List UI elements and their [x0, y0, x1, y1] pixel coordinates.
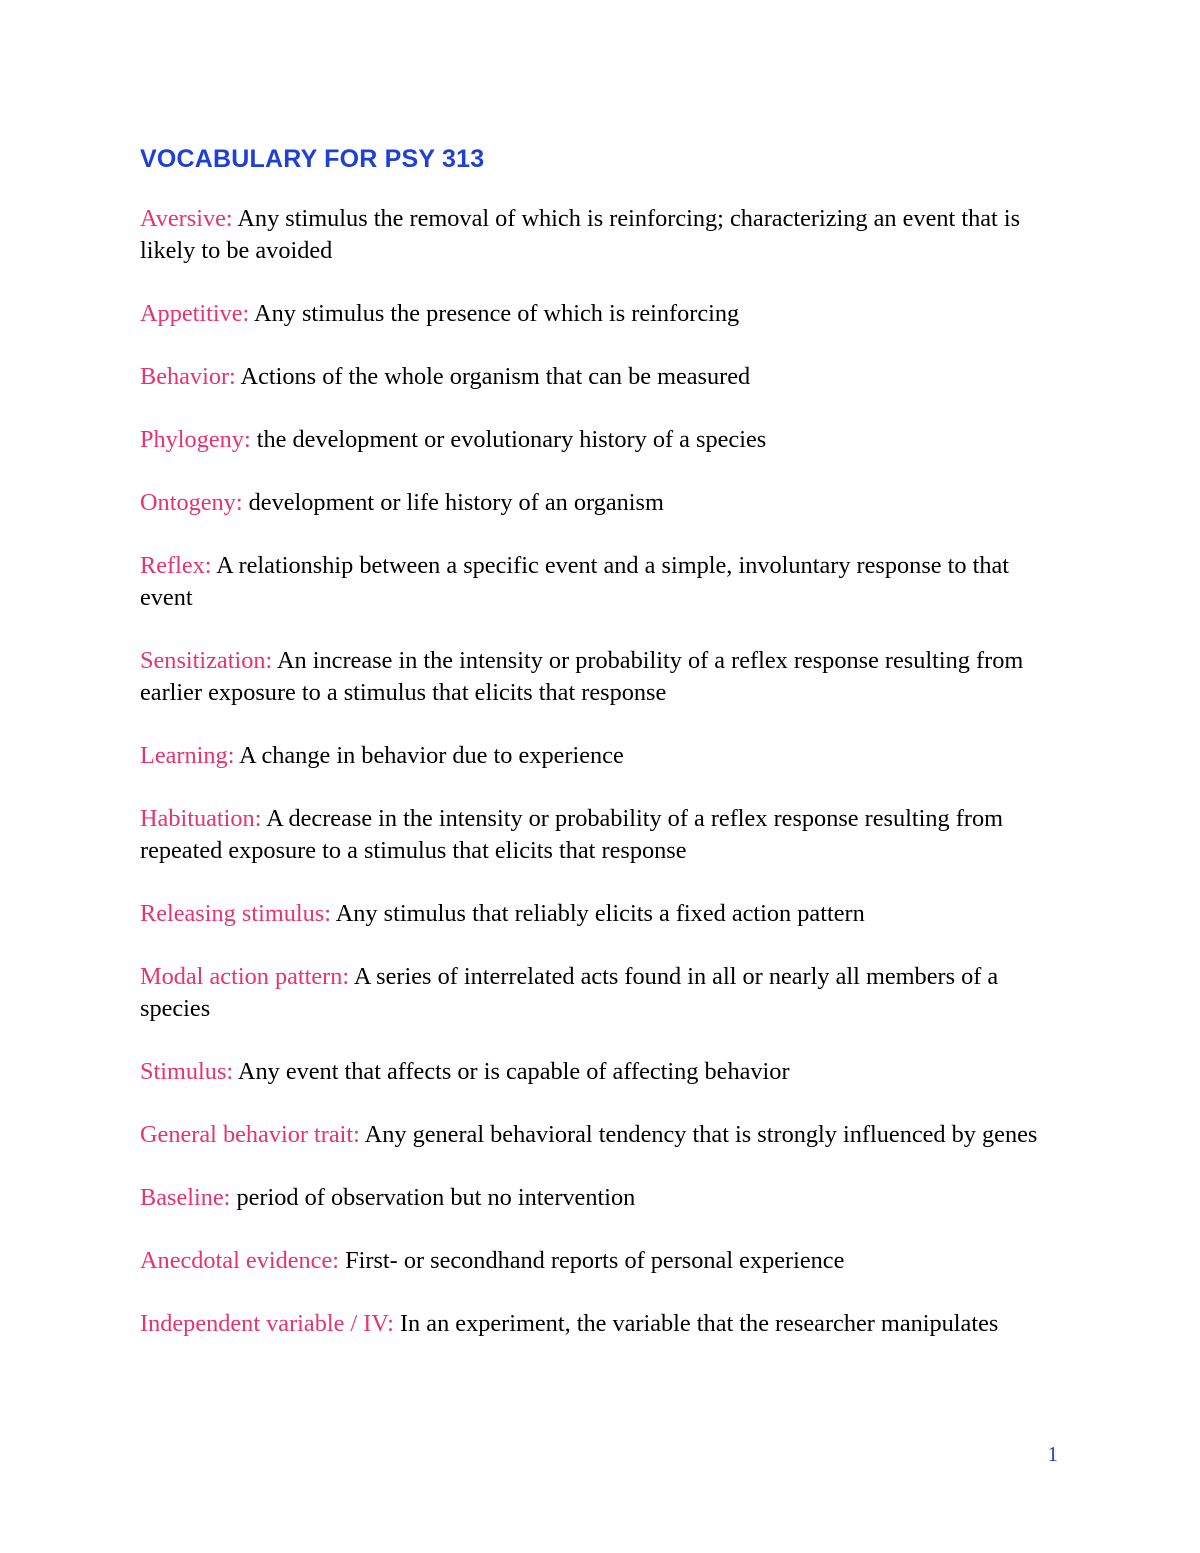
entry-term: Habituation:	[140, 805, 262, 832]
entry-definition: Any stimulus the removal of which is reinforcing; characterizing an event that is likely to be avoided	[140, 205, 1021, 264]
vocabulary-entry	[140, 550, 1065, 614]
entry-definition: First- or secondhand reports of personal experience	[339, 1247, 845, 1274]
vocabulary-entry	[140, 803, 1065, 867]
entry-term: Phylogeny:	[140, 426, 251, 453]
entry-definition: A relationship between a specific event and a simple, involuntary response to that event	[140, 552, 1010, 611]
entry-term: Stimulus:	[140, 1058, 234, 1085]
vocabulary-list	[140, 203, 1065, 1371]
vocabulary-entry	[140, 1245, 1065, 1277]
vocabulary-entry	[140, 1056, 1065, 1088]
entry-definition: the development or evolutionary history of a species	[250, 426, 767, 453]
vocabulary-entry	[140, 1182, 1065, 1214]
entry-definition: Actions of the whole organism that can be measured	[235, 363, 751, 390]
entry-definition: A change in behavior due to experience	[234, 742, 624, 769]
vocabulary-entry	[140, 298, 1065, 330]
entry-term: Sensitization:	[140, 647, 273, 674]
entry-term: Appetitive:	[140, 300, 250, 327]
entry-definition: Any stimulus that reliably elicits a fixed action pattern	[331, 900, 865, 927]
entry-definition: Any general behavioral tendency that is strongly influenced by genes	[359, 1121, 1038, 1148]
entry-term: Releasing stimulus:	[140, 900, 331, 927]
entry-definition: Any stimulus the presence of which is reinforcing	[249, 300, 740, 327]
vocabulary-entry	[140, 361, 1065, 393]
entry-term: Reflex:	[140, 552, 212, 579]
entry-term: Aversive:	[140, 205, 233, 232]
entry-definition: A decrease in the intensity or probability of a reflex response resulting from repeated exposure to a stimulus that elicits that response	[140, 805, 1003, 864]
vocabulary-entry	[140, 898, 1065, 930]
vocabulary-entry	[140, 961, 1065, 1025]
entry-definition: period of observation but no intervention	[230, 1184, 636, 1211]
entry-definition: development or life history of an organism	[242, 489, 664, 516]
vocabulary-entry	[140, 487, 1065, 519]
vocabulary-entry	[140, 1308, 1065, 1340]
entry-term: Independent variable / IV:	[140, 1310, 394, 1337]
vocabulary-entry	[140, 1119, 1065, 1151]
entry-term: General behavior trait:	[140, 1121, 360, 1148]
entry-definition: A series of interrelated acts found in all or nearly all members of a species	[140, 963, 999, 1022]
vocabulary-entry	[140, 424, 1065, 456]
entry-term: Behavior:	[140, 363, 236, 390]
entry-term: Baseline:	[140, 1184, 231, 1211]
entry-term: Ontogeny:	[140, 489, 243, 516]
page-number: 1	[1047, 1442, 1058, 1466]
vocabulary-entry	[140, 203, 1065, 267]
vocabulary-entry	[140, 645, 1065, 709]
entry-term: Modal action pattern:	[140, 963, 350, 990]
entry-definition: An increase in the intensity or probability of a reflex response resulting from earlier exposure to a stimulus that elicits that response	[140, 647, 1024, 706]
entry-definition: In an experiment, the variable that the researcher manipulates	[393, 1310, 999, 1337]
entry-term: Learning:	[140, 742, 235, 769]
entry-term: Anecdotal evidence:	[140, 1247, 340, 1274]
entry-definition: Any event that affects or is capable of affecting behavior	[233, 1058, 790, 1085]
vocabulary-entry	[140, 740, 1065, 772]
document-title: VOCABULARY FOR PSY 313	[140, 145, 485, 173]
